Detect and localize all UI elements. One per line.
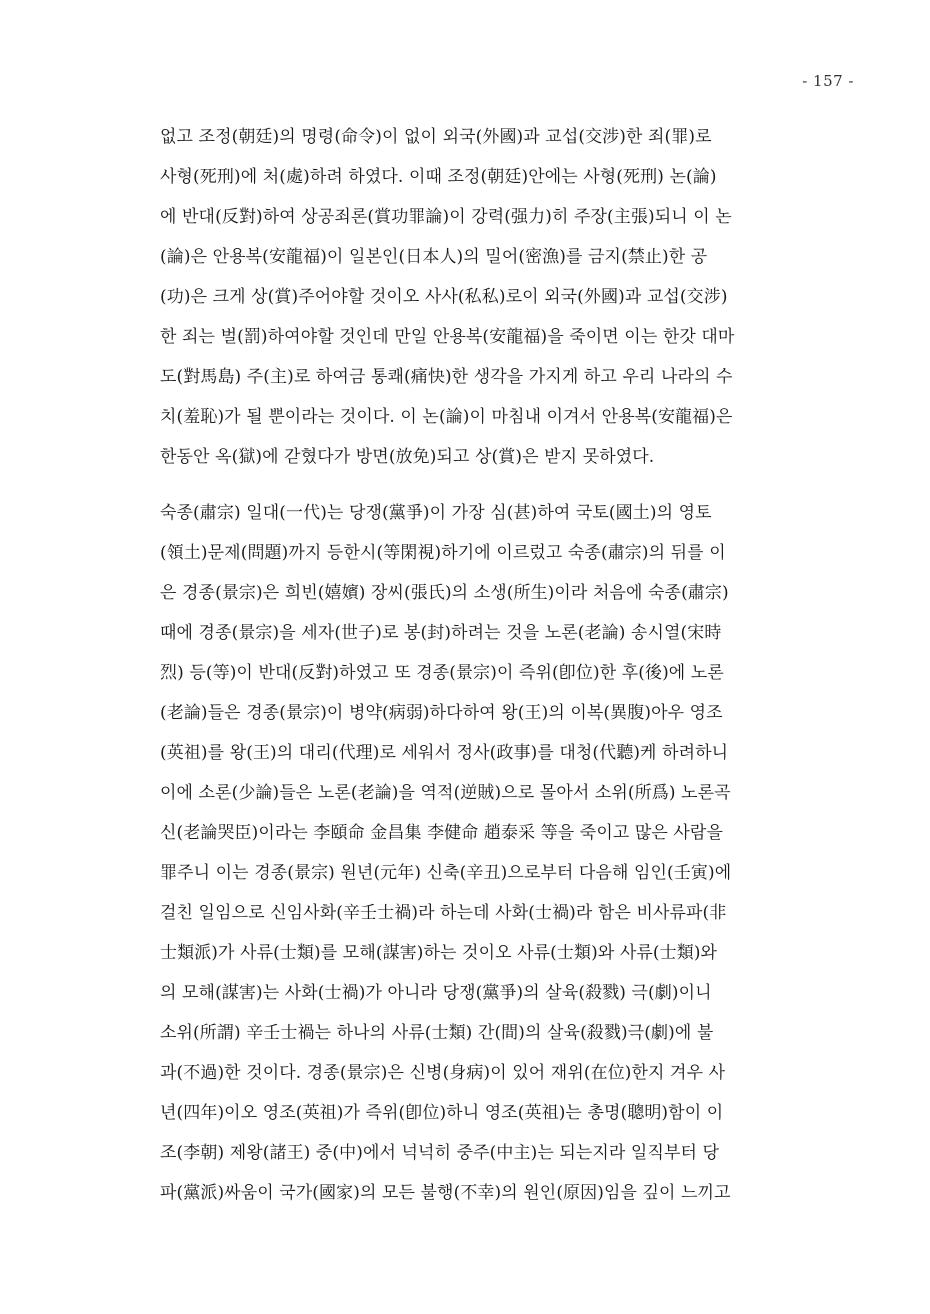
text-line: 은 경종(景宗)은 희빈(嬉嬪) 장씨(張氏)의 소생(所生)이라 처음에 숙종(肅宗) [160,583,729,603]
text-line: 사형(死刑)에 처(處)하려 하였다. 이때 조정(朝廷)안에는 사형(死刑) 논(論) [160,167,717,187]
text-line: 도(對馬島) 주(主)로 하여금 통쾌(痛快)한 생각을 가지게 하고 우리 나라의 수 [160,367,733,387]
text-line: 罪주니 이는 경종(景宗) 원년(元年) 신축(辛丑)으로부터 다음해 임인(壬寅)에 [160,863,732,883]
text-line: (功)은 크게 상(賞)주어야할 것이오 사사(私私)로이 외국(外國)과 교섭(交涉) [160,287,728,307]
text-line: (英祖)를 왕(王)의 대리(代理)로 세워서 정사(政事)를 대청(代聽)케 하려하니 [160,743,729,763]
text-line: 조(李朝) 제왕(諸王) 중(中)에서 넉넉히 중주(中主)는 되는지라 일직부터 당 [160,1143,720,1163]
paragraph-1 [160,117,824,477]
text-line: 때에 경종(景宗)을 세자(世子)로 봉(封)하려는 것을 노론(老論) 송시열(宋時 [160,623,722,643]
text-line: 없고 조정(朝廷)의 명령(命令)이 없이 외국(外國)과 교섭(交涉)한 죄(罪)로 [160,127,712,147]
text-line: 년(四年)이오 영조(英祖)가 즉위(卽位)하니 영조(英祖)는 총명(聰明)함이 이 [160,1103,724,1123]
paragraph-2 [160,493,824,1213]
text-line: (領土)문제(問題)까지 등한시(等閑視)하기에 이르렀고 숙종(肅宗)의 뒤를 이 [160,543,726,563]
text-line: 士類派)가 사류(士類)를 모해(謀害)하는 것이오 사류(士類)와 사류(士類)와 [160,943,718,963]
text-line: 의 모해(謀害)는 사화(士禍)가 아니라 당쟁(黨爭)의 살육(殺戮) 극(劇)이니 [160,983,712,1003]
text-line: 소위(所謂) 辛壬士禍는 하나의 사류(士類) 간(間)의 살육(殺戮)극(劇)에 불 [160,1023,714,1043]
text-line: 과(不過)한 것이다. 경종(景宗)은 신병(身病)이 있어 재위(在位)한지 겨우 사 [160,1063,726,1083]
text-line: 烈) 등(等)이 반대(反對)하였고 또 경종(景宗)이 즉위(卽位)한 후(後)에 노론 [160,663,724,683]
text-line: 걸친 일임으로 신임사화(辛壬士禍)라 하는데 사화(士禍)라 함은 비사류파(非 [160,903,727,923]
text-line: 숙종(肅宗) 일대(一代)는 당쟁(黨爭)이 가장 심(甚)하여 국토(國土)의 영토 [160,503,712,523]
text-line: (論)은 안용복(安龍福)이 일본인(日本人)의 밀어(密漁)를 금지(禁止)한 공 [160,247,708,267]
text-line: 한 죄는 벌(罰)하여야할 것인데 만일 안용복(安龍福)을 죽이면 이는 한갓 대마 [160,327,735,347]
text-line: 치(羞恥)가 될 뿐이라는 것이다. 이 논(論)이 마침내 이겨서 안용복(安龍福)은 [160,407,733,427]
text-line: 파(黨派)싸움이 국가(國家)의 모든 불행(不幸)의 원인(原因)임을 깊이 느끼고 [160,1183,731,1203]
text-line: (老論)들은 경종(景宗)이 병약(病弱)하다하여 왕(王)의 이복(異腹)아우 영조 [160,703,723,723]
text-line: 이에 소론(少論)들은 노론(老論)을 역적(逆賊)으로 몰아서 소위(所爲) 노론곡 [160,783,731,803]
page-number: - 157 - [802,72,854,90]
text-line: 한동안 옥(獄)에 갇혔다가 방면(放免)되고 상(賞)은 받지 못하였다. [160,447,655,467]
text-line: 신(老論哭臣)이라는 李頤命 金昌集 李健命 趙泰采 等을 죽이고 많은 사람을 [160,823,723,843]
text-line: 에 반대(反對)하여 상공죄론(賞功罪論)이 강력(强力)히 주장(主張)되니 이 논 [160,207,732,227]
